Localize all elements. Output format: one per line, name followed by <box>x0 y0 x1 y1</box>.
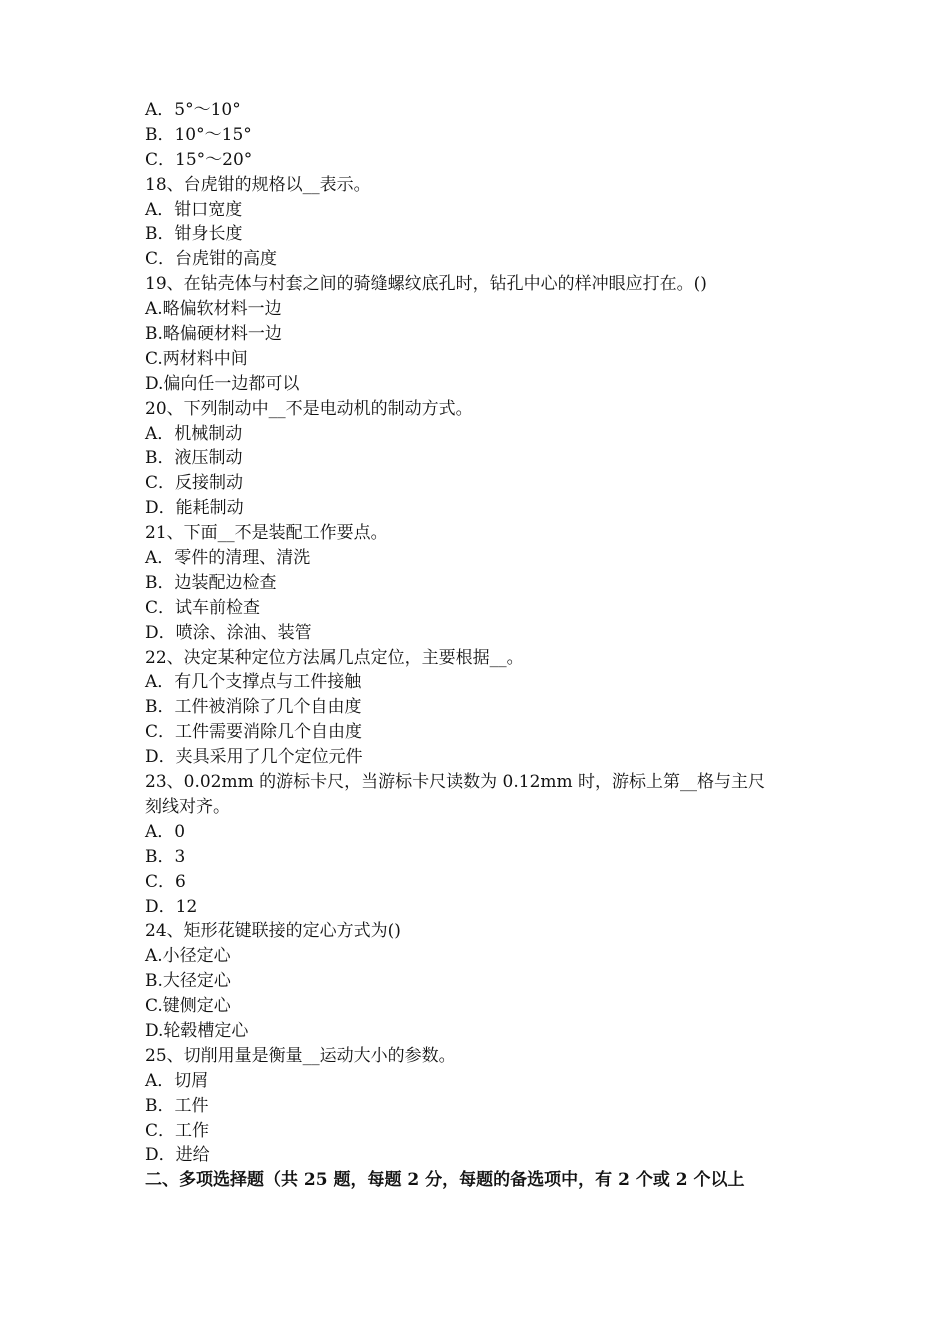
option-line: B．液压制动 <box>145 448 243 469</box>
option-line: D．喷涂、涂油、装管 <box>145 622 312 643</box>
option-line: C．15°～20° <box>145 149 253 170</box>
option-line: A．机械制动 <box>145 423 243 444</box>
option-line: D．进给 <box>145 1145 210 1166</box>
option-line: B.略偏硬材料一边 <box>145 324 282 345</box>
question-22: 22、决定某种定位方法属几点定位，主要根据__。 <box>145 647 524 668</box>
option-line: A．零件的清理、清洗 <box>145 548 311 569</box>
option-line: C．工作 <box>145 1120 210 1141</box>
question-text-block <box>145 98 815 1193</box>
question-21: 21、下面__不是装配工作要点。 <box>145 523 388 544</box>
option-line: B．工件被消除了几个自由度 <box>145 697 362 718</box>
option-line: D．夹具采用了几个定位元件 <box>145 747 363 768</box>
option-line: D.轮毂槽定心 <box>145 1020 249 1041</box>
question-25: 25、切削用量是衡量__运动大小的参数。 <box>145 1045 456 1066</box>
option-line: A．0 <box>145 821 186 842</box>
question-24: 24、矩形花键联接的定心方式为() <box>145 921 401 942</box>
option-line: C.键侧定心 <box>145 996 231 1017</box>
question-23: 23、0.02mm 的游标卡尺，当游标卡尺读数为 0.12mm 时，游标上第__格与主尺 <box>145 772 766 793</box>
question-20: 20、下列制动中__不是电动机的制动方式。 <box>145 398 473 419</box>
option-line: B．钳身长度 <box>145 224 243 245</box>
option-line: A．切屑 <box>145 1070 209 1091</box>
option-line: A．5°～10° <box>145 100 241 120</box>
option-line: B．3 <box>145 846 186 867</box>
option-line: A.略偏软材料一边 <box>145 299 282 320</box>
option-line: C．反接制动 <box>145 473 244 494</box>
option-line: C．工件需要消除几个自由度 <box>145 722 363 743</box>
option-line: B．工件 <box>145 1095 209 1116</box>
option-line: C．台虎钳的高度 <box>145 249 278 270</box>
option-line: D．能耗制动 <box>145 498 244 519</box>
option-line: A．有几个支撑点与工件接触 <box>145 672 362 693</box>
option-line: B．10°～15° <box>145 124 252 145</box>
question-18: 18、台虎钳的规格以__表示。 <box>145 174 371 195</box>
option-line: C．6 <box>145 871 186 892</box>
option-line: C.两材料中间 <box>145 348 248 369</box>
option-line: D.偏向任一边都可以 <box>145 373 300 394</box>
option-line: A.小径定心 <box>145 946 231 967</box>
option-line: A．钳口宽度 <box>145 199 243 220</box>
question-19: 19、在钻壳体与村套之间的骑缝螺纹底孔时，钻孔中心的样冲眼应打在。() <box>145 274 707 295</box>
option-line: D．12 <box>145 896 198 917</box>
option-line: B.大径定心 <box>145 971 231 992</box>
section-heading-multiple-choice: 二、多项选择题（共 25 题，每题 2 分，每题的备选项中，有 2 个或 2 个以上 <box>145 1170 745 1191</box>
option-line: B．边装配边检查 <box>145 572 277 593</box>
question-23-continued: 刻线对齐。 <box>145 796 230 817</box>
option-line: C．试车前检查 <box>145 597 261 618</box>
